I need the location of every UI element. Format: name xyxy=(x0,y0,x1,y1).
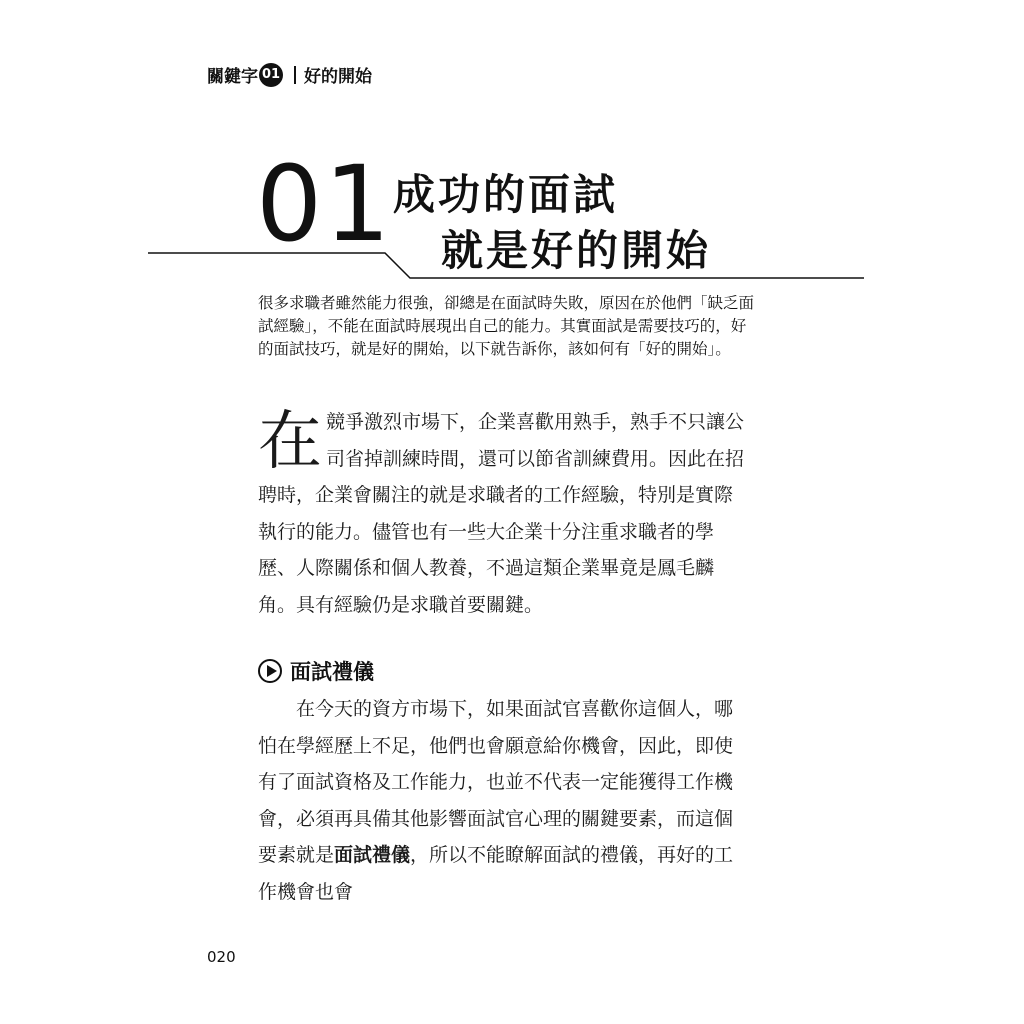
section-heading xyxy=(258,656,374,686)
drop-cap: 在 xyxy=(258,405,322,479)
section-heading-text: 面試禮儀 xyxy=(290,660,374,684)
body-paragraph-2-tail: ，所以不能瞭解面試的禮儀，再好的工作機會也會 xyxy=(258,844,734,903)
chapter-rule-line xyxy=(0,0,1024,300)
body-paragraph-2-text: 在今天的資方市場下，如果面試官喜歡你這個人，哪怕在學經歷上不足，他們也會願意給你機會，因此，即使有了面試資格及工作能力，也並不代表一定能獲得工作機會，必須再具備其他影響面試官心理的關鍵要素，而這個要素就是 xyxy=(258,698,734,866)
body-paragraph-1 xyxy=(258,404,750,623)
chapter-title-line1: 成功的面試 xyxy=(393,170,619,219)
chapter-title-line2: 就是好的開始 xyxy=(441,226,712,275)
intro-paragraph xyxy=(258,292,758,361)
intro-line: 的面試技巧，就是好的開始，以下就告訴你，該如何有「好的開始」。 xyxy=(258,340,731,358)
intro-line: 很多求職者雖然能力很強，卻總是在面試時失敗，原因在於他們「缺乏面 xyxy=(258,294,755,312)
header-section-title: 好的開始 xyxy=(304,67,372,87)
keyword-number-badge: 01 xyxy=(259,63,283,87)
keyword-label: 關鍵字 xyxy=(207,67,258,87)
bold-term: 面試禮儀 xyxy=(334,844,411,866)
body-paragraph-1-text: 競爭激烈市場下，企業喜歡用熟手，熟手不只讓公司省掉訓練時間，還可以節省訓練費用。因此在招聘時，企業會關注的就是求職者的工作經驗，特別是實際執行的能力。儘管也有一些大企業十分注重求職者的學歷、人際關係和個人教養，不過這類企業畢竟是鳳毛麟角。具有經驗仍是求職首要關鍵。 xyxy=(258,411,745,616)
body-paragraph-2 xyxy=(258,691,750,910)
chapter-number: 01 xyxy=(256,143,393,265)
intro-line: 試經驗」，不能在面試時展現出自己的能力。其實面試是需要技巧的，好 xyxy=(258,317,747,335)
page-number: 020 xyxy=(207,948,236,966)
play-circle-icon xyxy=(258,659,282,683)
